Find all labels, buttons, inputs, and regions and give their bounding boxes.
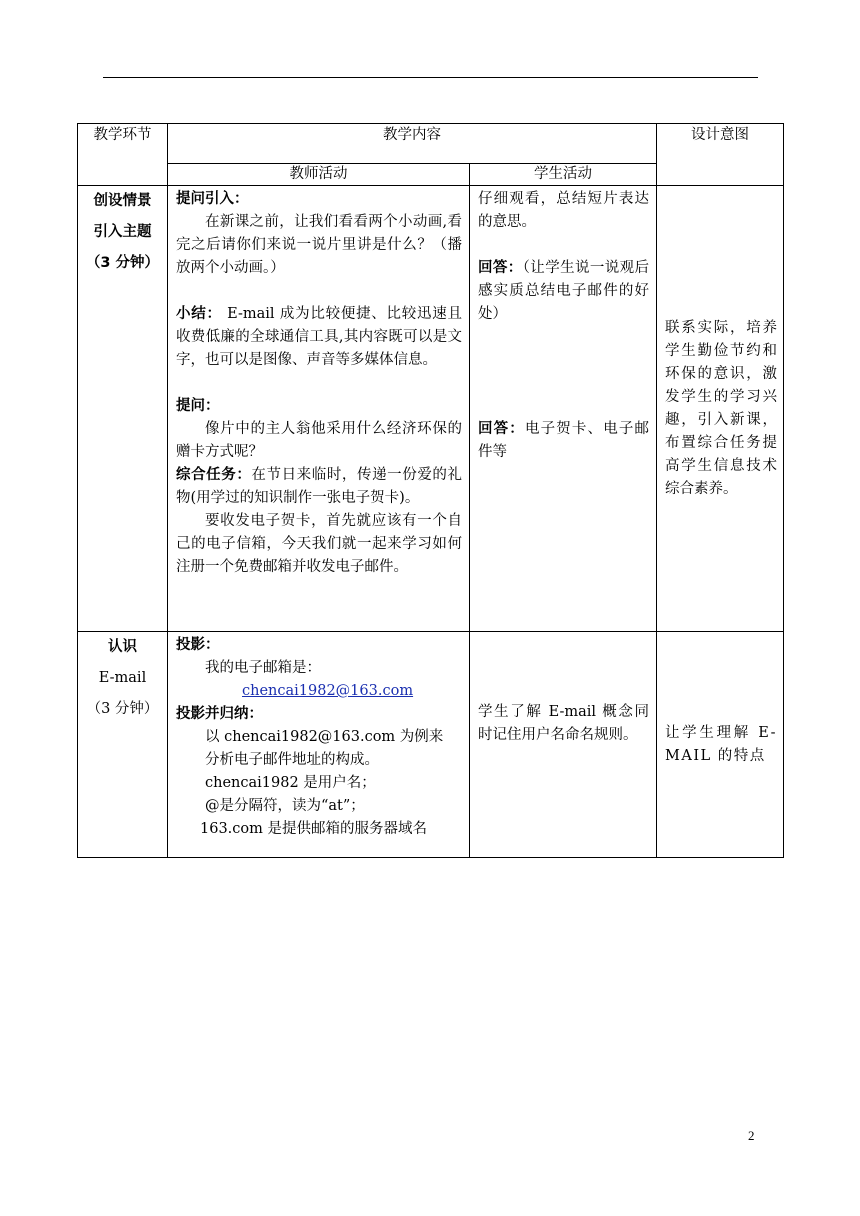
design-purpose-cell [657,186,784,632]
teacher-activity-cell [168,632,470,858]
question-label: 提问： [176,398,220,414]
summary-paragraph [176,303,462,372]
header-student: 学生活动 [470,164,657,186]
domain-line: 163.com 是提供邮箱的服务器域名 [200,821,427,837]
table-row [78,186,784,632]
username-line: chencai1982 是用户名； [205,775,376,791]
header-stage: 教学环节 [78,124,168,186]
mailbox-line: 我的电子邮箱是： [205,660,321,676]
lesson-plan-table [77,123,784,858]
header-rule [103,77,758,78]
answer-paragraph [478,257,649,326]
analysis-line: 以 chencai1982@163.com 为例来 [205,729,444,745]
stage-line: 认识 [108,639,137,655]
question-intro-text: 在新课之前，让我们看看两个小动画,看完之后请你们来说一说片里讲是什么？（播放两个小动画。） [176,214,462,276]
header-content: 教学内容 [168,124,657,164]
task-paragraph [176,464,462,510]
task-label: 综合任务： [176,467,252,483]
question-intro-label: 提问引入： [176,191,249,207]
summary-text: E-mail 成为比较便捷、比较迅速且收费低廉的全球通信工具,其内容既可以是文字，也可以是图像、声音等多媒体信息。 [176,306,463,368]
answer-label-2: 回答： [478,421,525,437]
student-activity-text: 学生了解 E-mail 概念同时记住用户名命名规则。 [478,703,649,743]
stage-line: （3 分钟） [86,701,159,717]
question-text: 像片中的主人翁他采用什么经济环保的赠卡方式呢？ [176,421,462,460]
stage-line: 引入主题 [93,224,152,240]
email-address-line [176,680,462,703]
answer-text-2: 电子贺卡、电子邮件等 [478,421,650,460]
student-activity-cell [470,186,657,632]
observe-text: 仔细观看，总结短片表达的意思。 [478,191,649,230]
answer-text: （让学生说一说观后感实质总结电子邮件的好处） [478,260,650,322]
answer-paragraph-2 [478,418,649,464]
closing-text: 要收发电子贺卡，首先就应该有一个自己的电子信箱，今天我们就一起来学习如何注册一个免费邮箱并收发电子邮件。 [176,513,462,575]
page-number: 2 [748,1128,755,1143]
stage-line: （3 分钟） [85,255,160,271]
projection-label: 投影： [176,637,220,653]
analysis-line: 分析电子邮件地址的构成。 [205,752,379,768]
header-purpose: 设计意图 [657,124,784,186]
stage-cell-email [78,632,168,858]
header-teacher: 教师活动 [168,164,470,186]
stage-line: E-mail [98,670,147,686]
answer-label: 回答： [478,260,523,276]
design-purpose-cell [657,632,784,858]
stage-line: 创设情景 [93,193,152,209]
separator-line: @是分隔符，读为“at”； [205,798,365,814]
summary-label: 小结： [176,306,222,322]
design-purpose-text: 让学生理解 E-MAIL 的特点 [665,724,777,764]
email-link[interactable]: chencai1982@163.com [242,683,414,699]
teacher-activity-cell [168,186,470,632]
analysis-label: 投影并归纳： [176,706,263,722]
task-text: 在节日来临时，传递一份爱的礼物(用学过的知识制作一张电子贺卡)。 [176,467,463,506]
stage-cell-intro [78,186,168,632]
student-activity-cell [470,632,657,858]
design-purpose-text: 联系实际，培养学生勤俭节约和环保的意识，激发学生的学习兴趣，引入新课，布置综合任务提高学生信息技术综合素养。 [665,319,777,497]
table-row [78,632,784,858]
